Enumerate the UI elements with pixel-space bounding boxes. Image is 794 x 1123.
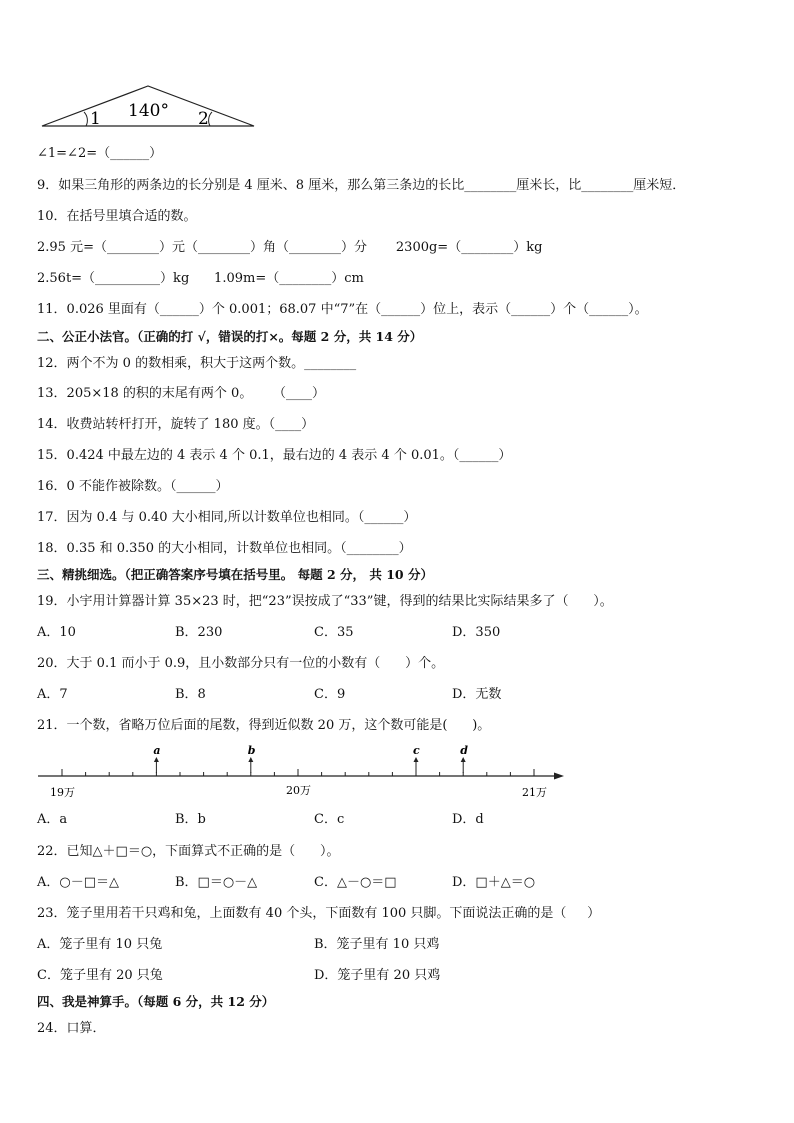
question-15: 15．0.424 中最左边的 4 表示 4 个 0.1，最右边的 4 表示 4 个 0.01。（______） <box>37 448 512 463</box>
number-line-end-label: 21万 <box>522 786 547 799</box>
q22-option-b: B．□＝○－△ <box>175 875 258 890</box>
q20-option-d: D．无数 <box>452 687 502 702</box>
number-line <box>30 742 570 802</box>
question-9: 9．如果三角形的两条边的长分别是 4 厘米、8 厘米，那么第三条边的长比________厘米长，比________厘米短． <box>37 178 686 193</box>
question-13: 13．205×18 的积的末尾有两个 0。 （____） <box>37 386 325 401</box>
q22-option-a: A．○－□＝△ <box>37 875 120 890</box>
q22-option-c: C．△－○＝□ <box>314 875 397 890</box>
number-line-point-a-arrowhead <box>154 757 159 762</box>
question-18: 18．0.35 和 0.350 的大小相同，计数单位也相同。（________） <box>37 541 412 556</box>
number-line-point-d-arrowhead <box>461 757 466 762</box>
question-10: 10．在括号里填合适的数。 <box>37 209 197 224</box>
section-2-title: 二、公正小法官。（正确的打 √，错误的打×。每题 2 分，共 14 分） <box>37 329 423 344</box>
q19-option-a: A．10 <box>37 625 76 640</box>
triangle-figure <box>36 82 260 132</box>
angle1-arc <box>84 112 87 126</box>
question-14: 14．收费站转杆打开，旋转了 180 度。（____） <box>37 417 315 432</box>
question-10a: 2.95 元=（________）元（________）角（________）分 2300g=（________）kg <box>37 240 543 255</box>
q23-option-a: A．笼子里有 10 只兔 <box>37 937 163 952</box>
question-21: 21．一个数，省略万位后面的尾数，得到近似数 20 万，这个数可能是( )。 <box>37 718 491 733</box>
q23-option-b: B．笼子里有 10 只鸡 <box>314 937 440 952</box>
q20-option-c: C．9 <box>314 687 346 702</box>
angle2-label: 2 <box>198 109 209 129</box>
question-19: 19．小宇用计算器计算 35×23 时，把“23”误按成了“33”键，得到的结果比实际结果多了（ ）。 <box>37 594 613 609</box>
number-line-point-a-label: a <box>153 744 161 757</box>
q21-option-c: C．c <box>314 812 345 827</box>
angle1-label: 1 <box>90 109 101 129</box>
question-11: 11．0.026 里面有（______）个 0.001；68.07 中“7”在（______）位上，表示（______）个（______）。 <box>37 302 648 317</box>
q20-option-a: A．7 <box>37 687 68 702</box>
q22-option-d: D．□＋△＝○ <box>452 875 536 890</box>
question-23: 23．笼子里用若干只鸡和兔，上面数有 40 个头，下面数有 100 只脚。下面说法正确的是（ ） <box>37 906 601 921</box>
question-12: 12．两个不为 0 的数相乘，积大于这两个数。________ <box>37 356 357 371</box>
question-22: 22．已知△＋□＝○，下面算式不正确的是（ ）。 <box>37 844 340 859</box>
q21-option-a: A．a <box>37 812 68 827</box>
angles-question: ∠1=∠2=（______） <box>37 146 163 161</box>
section-3-title: 三、精挑细选。（把正确答案序号填在括号里。 每题 2 分， 共 10 分） <box>37 567 433 582</box>
q21-option-b: B．b <box>175 812 206 827</box>
q19-option-d: D．350 <box>452 625 501 640</box>
angle2-arc <box>209 112 212 126</box>
q19-option-c: C．35 <box>314 625 354 640</box>
number-line-point-b-label: b <box>247 744 256 757</box>
number-line-point-b-arrowhead <box>248 757 253 762</box>
question-17: 17．因为 0.4 与 0.40 大小相同,所以计数单位也相同。（______） <box>37 510 417 525</box>
section-4-title: 四、我是神算手。（每题 6 分，共 12 分） <box>37 994 275 1009</box>
q21-option-d: D．d <box>452 812 484 827</box>
number-line-start-label: 19万 <box>50 786 75 799</box>
question-20: 20．大于 0.1 而小于 0.9，且小数部分只有一位的小数有（ ）个。 <box>37 656 445 671</box>
number-line-point-c-arrowhead <box>414 757 419 762</box>
number-line-arrowhead <box>554 773 564 780</box>
q20-option-b: B．8 <box>175 687 206 702</box>
question-10b: 2.56t=（__________）kg 1.09m=（________）cm <box>37 271 364 286</box>
q23-option-d: D．笼子里有 20 只鸡 <box>314 968 441 983</box>
q19-option-b: B．230 <box>175 625 223 640</box>
number-line-point-c-label: c <box>413 744 420 757</box>
question-16: 16．0 不能作被除数。（______） <box>37 479 229 494</box>
number-line-mid-label: 20万 <box>286 784 311 797</box>
q23-option-c: C．笼子里有 20 只兔 <box>37 968 163 983</box>
angle-top-label: 140° <box>128 101 169 121</box>
question-24: 24．口算． <box>37 1021 106 1036</box>
number-line-point-d-label: d <box>460 744 468 757</box>
